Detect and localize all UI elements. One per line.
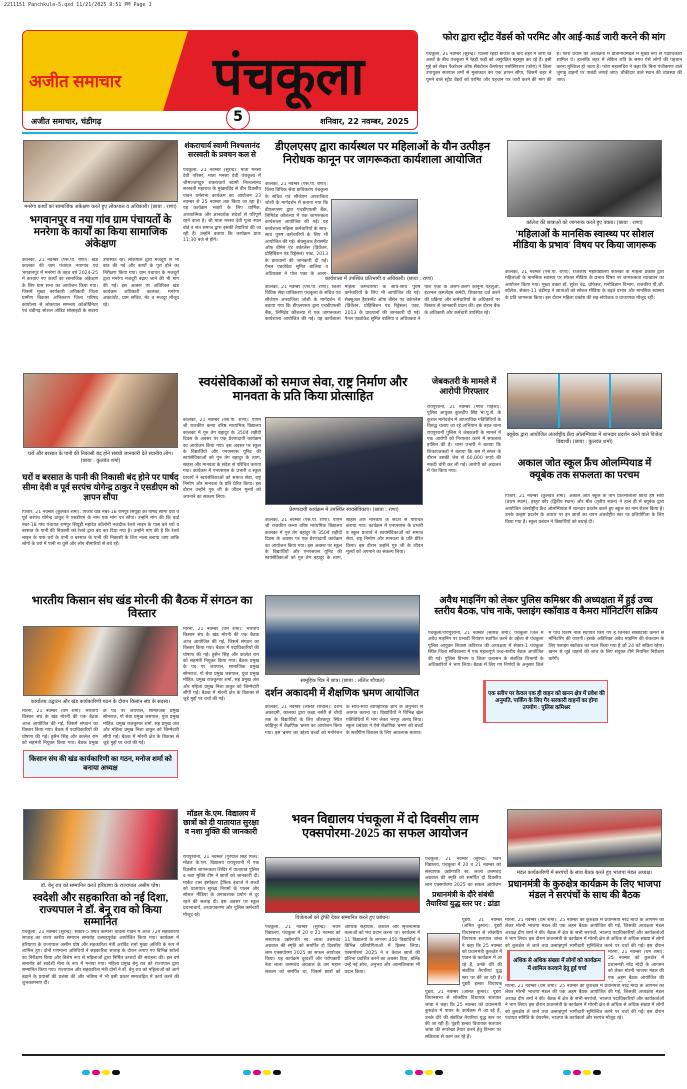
article-body-bjp-cont: मोरनी, 21 नवम्बर (धर्म शर्मा): 25 नवम्बर को कुरुक्षेत्र में प्रधानमंत्री नरेंद्र मोदी के आगमन को लेकर मोरनी भाजपा मंडल की एक अहम बैठक आयोजित की गई, जिसकी अध्यक्षता मंडल अध्यक्ष दीप शर्मा ने की। बैठक में क्षेत्र के सभी सरपंचों, भाजपा पदाधिकारियों और कार्यकर्ताओं ने भाग लिया। इस दौरान प्रधानमंत्री के कार्यक्रम में मोरनी क्षेत्र से अधिक से अधिक संख्या में लोगों को कुरुक्षेत्र ले जाने तथा उत्साहपूर्ण भागीदारी सुनिश्चित करने पर चर्चा की गई। इस दौरान पंचायत समिति के चेयरमैन, भाजपा के कार्यकर्ता और सरपंच मौजूद रहे। [505,984,664,1022]
article-body-volunteers: कालका, 21 नवम्बर (एस.पी. राणा): पीएम श्री राजकीय कन्या वरिष्ठ माध्यमिक विद्यालय कालका में गुरु तेग बहादुर के 350वें शहीदी दिवस के अवसर पर एक प्रेरणादायी कार्यक्रम का आयोजन किया गया। इस अवसर पर स्कूल के विद्यार्थियों और एनएसएस यूनिट की स्वयंसेविकाओं को गुरु तेग बहादुर के त्याग, साहस और मानवता के संदेश से परिचित कराया गया। कार्यक्रम में एनएसएस के प्रभारी व स्कूल प्राचार्य ने स्वयंसेविकाओं को समाज सेवा, राष्ट्र निर्माण और मानवता के प्रति प्रेरित किया। इस दौरान उन्होंने गुरु जी के जीवन मूल्यों को अपनाने का संकल्प लिया। [183,418,261,500]
caption-kisan: कार्यालय उद्घाटन और खंड कार्यकारिणी गठन के दौरान किसान संघ के सदस्य। [30,699,171,705]
caption-volunteers: प्रेरणादायी कार्यक्रम में उपस्थित स्वयंसेविकाएं। (छाया : राणा) [289,507,399,513]
photo-mgnrega [23,140,178,202]
print-slug: 2211151 Panchkula-5.qxd 11/21/2025 9:51 PM Page 1 [4,2,152,8]
article-body-benu-rao: पंचकूला, 21 नवम्बर (सुरेन्द्र): सैक्टर-5 स्थित कल्पना चावला गार्डन में आज 72वें सहकारिता सप्ताह का राज्य स्तरीय समापन समारोह उत्साहपूर्वक आयोजित किया गया। कार्यक्रम में हरियाणा के राज्यपाल असीम घोष और सहकारिता मंत्री अरविंद शर्मा मुख्य अतिथि के रूप में शामिल हुए। दोनों गणमान्य अतिथियों ने सहकारिता सप्ताह के दौरान लगाए गए विभिन्न स्टॉलों का निरीक्षण किया और विशेष रूप से महिलाओं द्वारा निर्मित उत्पादों की सराहना की। इस वर्ष समारोह को स्वदेशी मेला के रूप में मनाया गया। महिला प्रमुख बेनू राव को राज्यपाल द्वारा सम्मानित किया गया। राज्यपाल और सहकारिता मंत्री दोनों ने डॉ. बेनू राव को महिलाओं को आगे बढ़ाने के प्रयासों की प्रशंसा की और भविष्य में भी इसी प्रकार समाजहित में कार्य करने की शुभकामनाएं दीं। [22,930,179,987]
article-body-dlsa: कालका, 21 नवम्बर (एस.पी. राणा): जिला विधिक सेवा प्राधिकरण पंचकूला के सचिव एवं सीजेएम अपराजिता जोशी के मार्गदर्शन में बताया गया कि डीएलएसए द्वारा एचडीएफसी बैंक, लिमिटेड कौशल्या में एक जागरूकता कार्यशाला आयोजित की गई। यह कार्यशाला महिला कर्मचारियों के साथ-साथ पुरुष कर्मचारियों के लिए भी आयोजित की गई। सेक्सुअल हैरासमेंट ऑफ वीमेन एट वर्कप्लेस (प्रिवेंशन, प्रोहिबिशन एंड रिड्रेसल) एक्ट, 2013 के प्रावधानों की जानकारी दी गई। पैनल एडवोकेट सुमित बालिया व अधिवक्ता ने पोश एक्ट के अलग- [265,182,328,276]
article-body-pickpocket: रायपुररानी, 21 नवम्बर (नरेश गेहिला): पुलिस आयुक्त कुलदीप सिंह भा.पु.से. के कुशल मार्गदर्शन में आपराधिक गतिविधियों के विरुद्ध चलाए जा रहे अभियान के तहत थाना रायपुररानी पुलिस ने जेबकतरी के मामले में एक आरोपी को गिरफ्तार करने में सफलता हासिल की है। थाना प्रभारी ने बताया कि शिकायतकर्ता ने बताया कि बस में सफर के दौरान उसकी जेब से 60,000 रुपये की नकदी चोरी कर ली गई। आरोपी को अदालत में पेश किया गया। [427,405,501,475]
article-body-mining: पंचकूला/रायपुररानी, 21 नवम्बर (सतीश शर्मा): पंचकूला जिले में अवैध माइनिंग पर प्रभावी नियंत्रण स्थापित करने के उद्देश्य से पंचकूला पुलिस आयुक्त शिवास कविराज की अध्यक्षता में सेक्टर-1 पंचकूला स्थित जिला सचिवालय में एक महत्वपूर्ण उच्च-स्तरीय बैठक आयोजित की गई। पुलिस विभाग व जिला प्रशासन के संबंधित विभागों के अधिकारियों ने भाग लिया। बैठक में लिए गए निर्णयों के अनुसार जिले में पांच विशेष नाके स्थापित किए गए हैं जिनकी सीसीटीवी कैमरों से मॉनिटरिंग की जाएगी। इसके अतिरिक्त अवैध माइनिंग की रोकथाम के लिए फ्लाइंग स्कॉवाड का गठन किया गया है जो 24 घंटे सक्रिय रहेगा। खनन से जुड़े वाहनों की जांच के लिए संयुक्त टीमें नियमित निरीक्षण करेंगी। [428,631,664,669]
caption-bhavan-vidyalaya: विजेताओं को ट्रॉफी देकर सम्मानित करते हुए प्रबंधन। [295,915,390,921]
student-photo [611,374,661,428]
caption-mgnrega: मनरेगा कार्यों का सामाजिक अंकेक्षण करते हुए लोकपाल व अधिकारी। (छाया : राणा) [24,204,177,210]
headline-mental-health: 'महिलाओं के मानसिक स्वास्थ्य पर सोशल मीडिया के प्रभाव' विषय पर किया जागरूक [513,230,656,251]
edition-label: अजीत समाचार, चंडीगढ़ [31,116,102,126]
article-body-bhavan-vidyalaya: पंचकूला, 21 नवम्बर (सुरेन्द्र): भवन विद्यालय, पंचकूला में 20 व 21 नवम्बर को संस्थापक उद्योगपति स्व. लाला उत्तमचंद अग्रवाल की स्मृति को समर्पित दो दिवसीय लाम एक्सपोरमा 2025 का सफल आयोजन किया। यह कार्यक्रम दूरदर्शी और परोपकारी नेता लाला उत्तमचंद अग्रवाल के उस महान संकल्प को समर्पित था, जिसमें छात्रों को आर्थिक सहायता, कौशल और सृजनात्मक कलाओं को मंच प्रदान करना था। कार्यक्रम में 11 विद्यालयों के लगभग 450 विद्यार्थियों ने विभिन्न प्रतियोगिताओं में हिस्सा लिया। एक्सपोरमा 2025 ने न केवल छात्रों की प्रतिभा प्रदर्शित करने का अवसर दिया, बल्कि उन्हें नई सोच, अनुभव और आत्मविश्वास भी प्रदान किया। [265,925,420,975]
article-body-olympiad: पिंजौर, 21 नवम्बर (कुलवंत शर्मा): अकाल जोत स्कूल के तीन प्रतिभाशाली छात्रों हर्ष सीरा (प्रथम स्थान), हरहुर कौर (द्वितीय स्थान) और मीत (तृतीय स्थान) ने हाल ही में क्यूबेक द्वारा आयोजित अंतर्राष्ट्रीय फ्रैंच ओलम्पियाड में शानदार प्रदर्शन करते हुए स्कूल का नाम रोशन किया है। उनके उत्कृष्ट प्रदर्शन के आधार पर इन छात्रों का चयन अंतर्राष्ट्रीय स्तर पर प्रतियोगिता के लिए किया गया है। स्कूल प्रबंधन ने विद्यार्थियों को बधाई दी। [505,494,664,525]
color-registration-marks [563,1060,603,1079]
article-body-traffic-safety: रायपुररानी, 21 नवम्बर (गुरपाल सिंह गिल): मॉडल के.एम. विद्यालय रायपुररानी में एक दिवसीय जागरूकता शिविर में यातायात पुलिस व नशा मुक्ति टीम ने छात्रों को जानकारी दी। मार्केट टास इंस्पेक्टर ट्रैफिक इंचार्ज ने बच्चों को यातायात सुरक्षा नियमों के पालन और सोशल मीडिया के अनावश्यक प्रयोग से दूर रहने की सलाह दी। इस अवसर पर स्कूल प्रधानाचार्य, अध्यापकगण और पुलिस कर्मचारी मौजूद रहे। [183,855,259,918]
article-body-bjp-side: मोरनी, 21 नवम्बर (धर्म शर्मा): 25 नवम्बर को कुरुक्षेत्र में प्रधानमंत्री नरेंद्र मोदी के आगमन को लेकर मोरनी भाजपा मंडल की एक अहम बैठक आयोजित की [608,950,664,981]
page-title: पंचकूला [213,49,365,106]
caption-bjp-meeting: मंडल कार्यकारिणी में सरपंचों के साथ बैठक करते हुए भाजपा मंडल अध्यक्ष। [517,870,652,876]
newspaper-brand: अजीत समाचार [29,72,122,91]
headline-drainage: घरों व बरसात के पानी की निकासी बंद होने पर पार्षद सीमा देवी व पूर्व सरपंच योगेन्द्र ठाकुर ने एसडीएम को ज्ञापन सौंपा [22,472,179,502]
headline-darshan: दर्शन अकादमी में शैक्षणिक भ्रमण आयोजित [265,688,419,699]
headline-benu-rao: स्वदेशी और सहकारिता को नई दिशा, राज्यपाल ने डॉ. बेनू राव को किया सम्मानित [32,893,169,929]
highlight-box-bjp-meeting: अधिक से अधिक संख्या में लोगों को कार्यक्रम में शामिल करवाने हेतु हुई चर्चा [507,950,605,981]
date-label: शनिवार, 22 नवम्बर, 2025 [320,116,409,126]
student-photo [560,374,610,428]
photo-dlsa [331,199,418,274]
article-body-bhavan-cont: पंचकूला, 21 नवम्बर (सुरेन्द्र): भवन विद्यालय, पंचकूला में 20 व 21 नवम्बर को संस्थापक उद्योगपति स्व. लाला उत्तमचंद अग्रवाल की स्मृति को समर्पित दो दिवसीय लाम एक्सपोरमा 2025 का सफल आयोजन [425,857,501,887]
color-registration-marks [82,1060,122,1079]
page-number-badge: 5 [226,106,250,130]
headline-pm-visit: प्रधानमंत्री के दौरे संबंधी तैयारियां युद्ध स्तर पर : ढांडा [426,890,500,908]
article-body-fora: पंचकूला, 21 नवम्बर (सुरेन्द्र): दिल्ली रेहड़ी बाजार के बाद शहर में जारी रेड अलर्ट के बीच पंचकूला में रेहड़ी फड़ी को असुरक्षित महसूस कर रहे हैं। इसी मुद्दे को लेकर फैडरेशन ऑफ सैक्टोरल वैलफेयर एसोसिएशन (फोरा) ने जिला उपायुक्त सतपाल शर्मा से मुलाकात कर एक ज्ञापन सौंपा, जिसमें शहर में घूमने वाले स्ट्रीट वेंडरों को परमिट और पहचान पत्र जारी करने की मांग की है। फोरा प्रधान की अध्यक्षता में प्रतिनिधिमंडल में मुख्य रूप से पदाधिकारी शामिल थे। हालांकि शहर में लेकिन रात्रि के समय ऐसे लोगों की पहचान करना मुश्किल हो जाता है। फोरा महासचिव ने कहा कि बिना पंजीकरण वाले जुगाड़ू वाहनों पर पाबंदी लगाई जाए। चौकीदार वाले स्थान की व्यवस्था की जाए। [426,52,682,83]
color-registration-marks [243,1060,283,1079]
caption-olympiad: क्यूबेक द्वारा आयोजित अंतर्राष्ट्रीय फ्रैंच ओलम्पियाड में शानदार प्रदर्शन करने वाले विजेता विद्यार्थी। (छाया : कुलवंत शर्मा) [506,432,663,445]
headline-fora: फोरा द्वारा स्ट्रीट वेंडर्स को परमिट और आई-कार्ड जारी करने की मांग [442,33,666,43]
photo-mla [427,933,460,985]
caption-dlsa: कार्यशाला में उपस्थित प्रतिभागी व अधिकारी। (छाया : राणा) [325,276,433,282]
photo-benu-rao [23,809,178,880]
highlight-box-kisan: किसान संघ की खंड कार्यकारिणी का गठन, मनोज शर्मा को बनाया अध्यक्ष [23,750,178,778]
headline-pickpocket: जेबकतरी के मामले में आरोपी गिरफ्तार [431,376,497,396]
article-body-kisan-cont: मोरनी, 21 नवम्बर (धर्म शर्मा): भारतीय किसान संघ के खंड मोरनी की एक बैठक आज आयोजित की गई, जिसमें संगठन का विस्तार किया गया। बैठक में पदाधिकारियों की घोषणा की गई। हुसैन सिंह और कालेश राम को सहमंत्री नियुक्त किया गया। बैठक प्रमुख के पद पर जयपाल, सामाजिक प्रमुख सोमराज, गौ सेवा प्रमुख जसपाल, युवा प्रमुख मोहित, प्रमुख राजकुमार शर्मा, सह प्रमुख अंश और महिला प्रमुख निशा ठाकुर को जिम्मेदारी सौंपी गई। बैठक में मोरनी क्षेत्र के विकास से जुड़े मुद्दों पर चर्चा की गई। [183,627,259,703]
headline-kisan: भारतीय किसान संघ खंड मोरनी की बैठक में संगठन का विस्तार [31,595,253,621]
headline-mining: अवैध माइनिंग को लेकर पुलिस कमिश्नर की अध्यक्षता में हुई उच्च स्तरीय बैठक, पांच नाके, फ्लाइंग स्कॉवाड व कैमरा मॉनिटरिंग सक्रिय [434,596,658,617]
page-bottom-rule [22,1054,665,1056]
caption-benu-rao: डॉ. बेनू राव को सम्मानित करते हरियाणा के राज्यपाल असीम घोष। [40,883,161,889]
photo-volunteers [265,417,423,505]
photo-darshan [265,595,420,675]
highlight-box-mining: एक स्लीप पर केवल एक ही वाहन को खनन क्षेत्र में प्रवेश की अनुमति, पार्किंग के लिए गैर-सरकारी वाहनों का होगा उपयोग : पुलिस कमिश्नर [483,680,608,723]
headline-dlsa: डीएलएसए द्वारा कार्यस्थल पर महिलाओं के यौन उत्पीड़न निरोधक कानून पर जागरूकता कार्यशाला आयोजित [275,141,490,166]
photo-bjp-meeting [507,809,662,867]
photo-mental-health [507,140,662,217]
headline-bjp-meeting: प्रधानमंत्री के कुरुक्षेत्र कार्यक्रम के लिए भाजपा मंडल ने सरपंचों के साथ की बैठक [508,880,661,901]
headline-olympiad: अकाल जोत स्कूल फ्रैंच ओलम्पियाड में क्यूबेक तक सफलता का परचम [517,458,652,481]
caption-darshan: सामूहिक चित्र में छात्र। (छाया : ललित शौचाल) [300,678,385,684]
article-body-drainage: पिंजौर, 21 नवम्बर (कुलवंत शर्मा): पिंजौर वार्ड नंबर-18 रामपुर सियूड़ी की पार्षद सीमा देवी व पूर्व सरपंच योगेन्द्र ठाकुर ने एसडीएम के नाम एक मांग पत्र सौंपा। उन्होंने मांग की कि वार्ड नंबर-18 गांव पंचायत रामपुर सियूड़ी महादेव कॉलोनी नजदीक रेलवे लाइन के पास बने घरों व बरसात के पानी की निकासी को रेलवे द्वारा बंद कर दिया गया है। उन्होंने मांग की है कि रेलवे लाइन के पास घरों के पानी व बरसात के पानी की निकासी के लिए नाला बनाया जाए ताकि लोगों के घरों में पानी ना घुसे और लोग बीमारियों से बचे रहें। [22,510,179,548]
headline-shankaracharya: शंकराचार्य स्वामी निश्चलानंद सरस्वती के प्रवचन कल से [184,141,260,159]
article-body-mental-health: कालका, 21 नवम्बर (एस.पी. राणा): राजकीय महाविद्यालय कालका के महिला प्रकोष्ठ द्वारा महिलाओं के मानसिक स्वास्थ्य पर सोशल मीडिया के प्रभाव विषय पर जागरूकता व्याख्यान का आयोजन किया गया। मुख्य वक्ता डॉ. सुरेश चंद्र, प्रोफेसर, मनोविज्ञान विभाग, राजकीय पी.जी. कॉलेज, सेक्टर-11 चंडीगढ़ ने छात्राओं को सोशल मीडिया के बढ़ते प्रभाव और मानसिक स्वास्थ्य के प्रति जागरूक किया। इस दौरान महिला प्रकोष्ठ की सह-संयोजक व प्राध्यापक मौजूद रहीं। [505,270,664,301]
article-body-kisan: मोरनी, 21 नवम्बर (धर्म शर्मा): भारतीय किसान संघ के खंड मोरनी की एक बैठक आज आयोजित की गई, जिसमें संगठन का विस्तार किया गया। बैठक में पदाधिकारियों की घोषणा की गई। हुसैन सिंह और कालेश राम को सहमंत्री नियुक्त किया गया। बैठक प्रमुख के पद पर जयपाल, सामाजिक प्रमुख सोमराज, गौ सेवा प्रमुख जसपाल, युवा प्रमुख मोहित, प्रमुख राजकुमार शर्मा, सह प्रमुख अंश और महिला प्रमुख निशा ठाकुर को जिम्मेदारी सौंपी गई। बैठक में मोरनी क्षेत्र के विकास से जुड़े मुद्दों पर चर्चा की गई। [22,709,179,747]
article-body-shankaracharya: पंचकूला, 21 नवम्बर (सुरेन्द्र): माता मनसा देवी परिसर, माता मनसा देवी पंचकूला में श्रीमज्जगद्गुरु शंकराचार्य स्वामी निश्चलानंद सरस्वती महाराज के मुखारविंद से तीन दिवसीय पावन धर्मसभा कार्यक्रम का आयोजन 23 नवम्बर से 25 नवम्बर तक किया जा रहा है। यह कार्यक्रम भक्तों के लिए धार्मिक, आध्यात्मिक और ज्ञानवर्धक संदेशों से परिपूर्ण रहने वाला है। श्री माता मनसा देवी पूजा स्थल बोर्ड व संत समाज द्वारा इसकी तैयारियां की जा रही हैं। उन्होंने बताया कि कार्यक्रम प्रातः 11:30 बजे से होंगे। [183,168,261,244]
masthead-rule [22,132,418,134]
article-body-dlsa-cont: कालका, 21 नवम्बर (एस.पी. राणा): जिला विधिक सेवा प्राधिकरण पंचकूला के सचिव एवं सीजेएम अपराजिता जोशी के मार्गदर्शन में बताया गया कि डीएलएसए द्वारा एचडीएफसी बैंक, लिमिटेड कौशल्या में एक जागरूकता कार्यशाला आयोजित की गई। यह कार्यशाला महिला कर्मचारियों के साथ-साथ पुरुष कर्मचारियों के लिए भी आयोजित की गई। सेक्सुअल हैरासमेंट ऑफ वीमेन एट वर्कप्लेस (प्रिवेंशन, प्रोहिबिशन एंड रिड्रेसल) एक्ट, 2013 के प्रावधानों की जानकारी दी गई। पैनल एडवोकेट सुमित बालिया व अधिवक्ता ने पोश एक्ट के अलग-अलग कानूनी पहलुओं, इंटरनल कम्प्लेंट्स कमेटी, शिकायत दर्ज करने की प्रक्रिया और कर्मचारियों के अधिकारों पर विस्तार से जानकारी प्रदान की। इस दौरान बैंक के अधिकारी और कर्मचारी उपस्थित रहे। [265,285,500,323]
student-photo [508,374,558,428]
article-body-mgnrega: कालका, 21 नवम्बर (एस.पी. राणा): खंड कालका की ग्राम पंचायत नयागांव एवं भगवानपुर में मनरेगा के तहत वर्ष 2024-25 में करवाए गए कार्यों का सामाजिक अंकेक्षण के लिए ग्राम सभा का आयोजन किया गया। जिसमें मुख्य कार्यकारी अधिकारी जिला ग्रामीण विकास अभिकरण जिला परिषद कार्यालय से लोकपाल समन्वय कोऑर्डिनेटर एवं चंडीगढ़ सोशल ऑडिट सोसाइटी के सदस्य उपस्थित रहे। लोकपाल द्वारा मजदूरों से भी बात की गई और कार्यों के पूरा होने का निरीक्षण किया गया। ग्राम पंचायत के मजदूरों द्वारा मनरेगा मजदूरी बढ़ाए जाने की भी मांग की गई। इस अवसर पर अतिरिक्त खंड कार्यक्रम अधिकारी कालका, मनरेगा अकाउंटेंट, ग्राम सचिव, मेट व मजदूर मौजूद रहे। [22,258,179,315]
article-body-bjp-meeting: मोरनी, 21 नवम्बर (धर्म शर्मा): 25 नवम्बर को कुरुक्षेत्र में प्रधानमंत्री नरेंद्र मोदी के आगमन को लेकर मोरनी भाजपा मंडल की एक अहम बैठक आयोजित की गई, जिसकी अध्यक्षता मंडल अध्यक्ष दीप शर्मा ने की। बैठक में क्षेत्र के सभी सरपंचों, भाजपा पदाधिकारियों और कार्यकर्ताओं ने भाग लिया। इस दौरान प्रधानमंत्री के कार्यक्रम में मोरनी क्षेत्र से अधिक से अधिक संख्या में लोगों को कुरुक्षेत्र ले जाने तथा उत्साहपूर्ण भागीदारी सुनिश्चित करने पर चर्चा की गई। इस दौरान [505,918,664,948]
masthead-footer [23,111,417,130]
photo-strip-olympiad [507,373,662,429]
article-body-pm-visit: पूंडरी, 21 नवम्बर (अमित कुमार): पूंडरी विधानसभा से लोकप्रिय विधायक सतपाल जांबा ने कहा कि 25 नवम्बर को प्रधानमंत्री कुरुक्षेत्र में पावन के कार्यक्रम में आ रहे हैं, उनके दौरे की संबंधित तैयारियां युद्ध स्तर पर की जा रही हैं। पूंडरी हल्का विधायक [462,918,502,988]
photo-bhavan-vidyalaya [265,857,420,913]
article-body-volunteers-cont: कालका, 21 नवम्बर (एस.पी. राणा): पीएम श्री राजकीय कन्या वरिष्ठ माध्यमिक विद्यालय कालका में गुरु तेग बहादुर के 350वें शहीदी दिवस के अवसर पर एक प्रेरणादायी कार्यक्रम का आयोजन किया गया। इस अवसर पर स्कूल के विद्यार्थियों और एनएसएस यूनिट की स्वयंसेविकाओं को गुरु तेग बहादुर के त्याग, साहस और मानवता के संदेश से परिचित कराया गया। कार्यक्रम में एनएसएस के प्रभारी व स्कूल प्राचार्य ने स्वयंसेविकाओं को समाज सेवा, राष्ट्र निर्माण और मानवता के प्रति प्रेरित किया। इस दौरान उन्होंने गुरु जी के जीवन मूल्यों को अपनाने का संकल्प लिया। [265,518,423,562]
caption-drainage: घरों और बरसात के पानी की निकासी बंद होने संबंधी जानकारी देते स्थानीय लोग। (छाया : कुलवंत शर्मा) [28,451,173,464]
headline-traffic-safety: मॉडल के.एम. विद्यालय में छात्रों को दी यातायात सुरक्षा व नशा मुक्ति की जानकारी [183,809,259,836]
headline-bhavan-vidyalaya: भवन विद्यालय पंचकूला में दो दिवसीय लाम एक्सपोरमा-2025 का सफल आयोजन [291,812,479,841]
headline-mgnrega: भगवानपुर व नया गांव ग्राम पंचायतों के मनरेगा के कार्यों का किया सामाजिक अंकेक्षण [29,215,172,251]
color-registration-marks [405,1060,445,1079]
article-body-pm-visit-cont: पूंडरी, 21 नवम्बर (अमित कुमार): पूंडरी विधानसभा से लोकप्रिय विधायक सतपाल जांबा ने कहा कि 25 नवम्बर को प्रधानमंत्री कुरुक्षेत्र में पावन के कार्यक्रम में आ रहे हैं, उनके दौरे की संबंधित तैयारियां युद्ध स्तर पर की जा रही हैं। पूंडरी हल्का विधायक सतपाल जांबा की रूपरेखा तैयार करने हेतु विभाग पर सक्रियता से काम कर रहे हैं। [425,990,501,1040]
caption-mental-health: कॉलेज की छात्राओं को जागरूक करते हुए वक्ता। (छाया : राणा) [526,220,643,226]
photo-kisan [23,626,178,696]
headline-volunteers: स्वयंसेविकाओं को समाज सेवा, राष्ट्र निर्माण और मानवता के प्रति किया प्रोत्साहित [198,375,408,404]
masthead [22,30,418,130]
photo-drainage [23,373,178,448]
article-body-darshan: कालका, 21 नवम्बर (ललित शौचाल): दर्शन अकादमी, कालका द्वारा कक्षा नर्सरी से चौथी तक के विद्यार्थियों के लिए जीरकपुर स्थित कोहिनूर में शैक्षणिक भ्रमण का आयोजन किया गया। इस भ्रमण का उद्देश्य बच्चों को मनोरंजन के साथ-साथ व्यावहारिक ज्ञान के अनुभवों से अवगत कराना था। विद्यार्थियों ने विभिन्न खेल गतिविधियों में भाग लेकर भरपूर आनंद लिया। स्कूल प्रबंधक ने ऐसे शैक्षणिक भ्रमण को बच्चों के सर्वांगीण विकास के लिए आवश्यक बताया। [265,705,423,736]
